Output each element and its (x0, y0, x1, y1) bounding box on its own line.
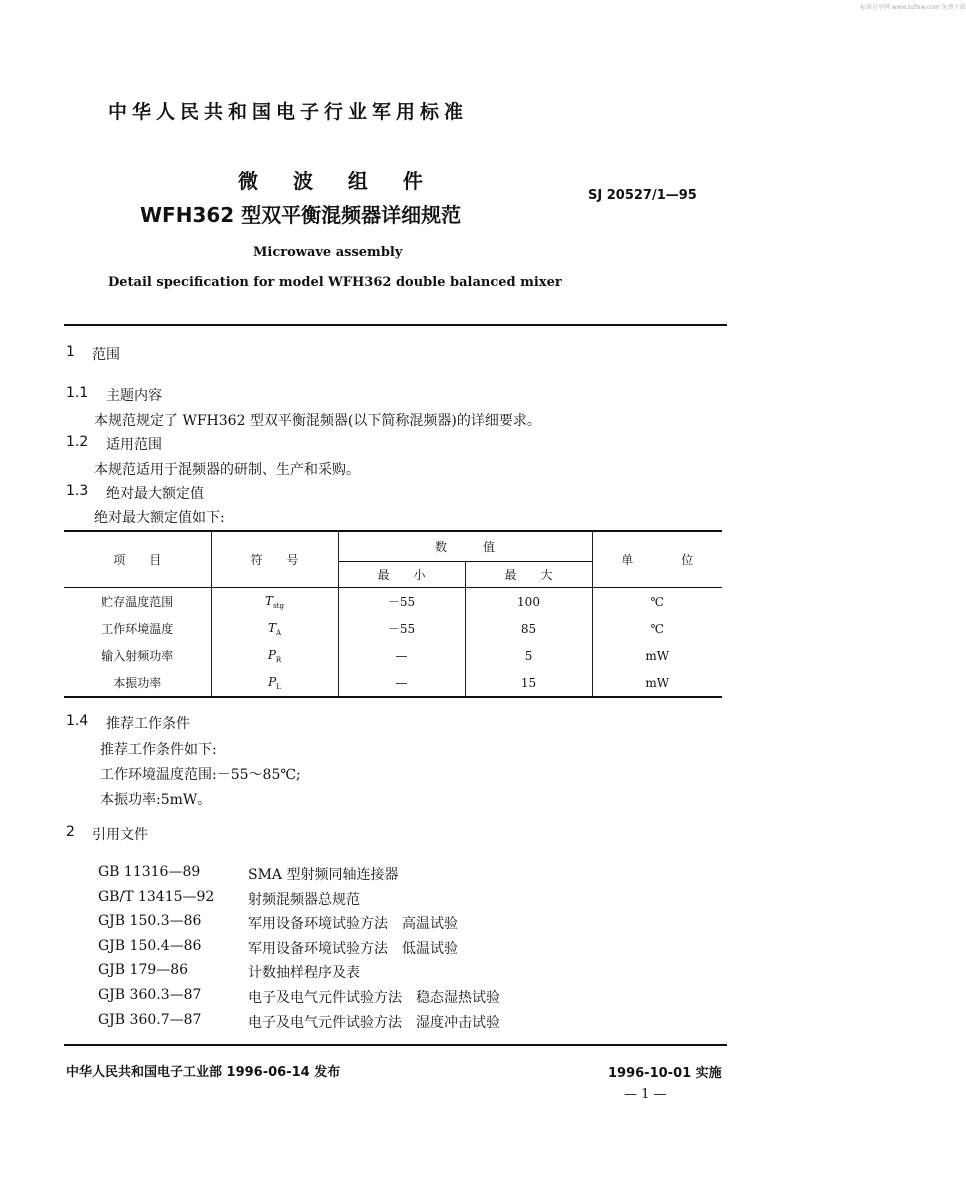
effective-date: 1996-10-01 实施 (608, 1066, 722, 1081)
section-1-4-line: 本振功率:5mW。 (100, 792, 212, 808)
section-1-4-title: 推荐工作条件 (106, 716, 190, 732)
watermark: 标准分享网 www.bzfxw.com 免费下载 (860, 4, 966, 11)
table-row (64, 669, 722, 697)
english-title-line2: Detail specification for model WFH362 double balanced mixer (108, 275, 562, 290)
symbol-letter: P (267, 647, 276, 662)
reference-code: GJB 360.3—87 (98, 987, 202, 1003)
section-1-1-number: 1.1 (66, 385, 89, 401)
reference-title: 军用设备环境试验方法 高温试验 (248, 916, 458, 932)
header-item: 项 目 (64, 531, 211, 588)
reference-code: GJB 179—86 (98, 962, 189, 978)
reference-title: 射频混频器总规范 (248, 892, 360, 908)
cell-max: 85 (465, 615, 592, 642)
reference-title: 军用设备环境试验方法 低温试验 (248, 941, 458, 957)
section-1-3-number: 1.3 (66, 483, 89, 499)
issue-date: 中华人民共和国电子工业部 1996-06-14 发布 (66, 1065, 341, 1080)
reference-code: GJB 360.7—87 (98, 1012, 202, 1028)
header-max: 最 大 (465, 562, 592, 588)
section-2-number: 2 (66, 824, 75, 840)
cell-item: 工作环境温度 (64, 615, 211, 642)
cell-symbol (211, 669, 338, 697)
section-1-2-title: 适用范围 (106, 437, 162, 453)
reference-code: GB 11316—89 (98, 864, 201, 880)
cell-symbol (211, 642, 338, 669)
cell-unit: ℃ (650, 621, 664, 636)
reference-title: 电子及电气元件试验方法 湿度冲击试验 (248, 1015, 500, 1031)
section-1-2-text: 本规范适用于混频器的研制、生产和采购。 (94, 462, 360, 478)
section-1-1-title: 主题内容 (106, 388, 162, 404)
reference-code: GJB 150.4—86 (98, 938, 202, 954)
section-1-title: 范围 (92, 347, 120, 363)
section-2-title: 引用文件 (92, 827, 148, 843)
industry-standard-title: 中华人民共和国电子行业军用标准 (108, 101, 469, 123)
symbol-letter: T (265, 593, 274, 608)
reference-title: 电子及电气元件试验方法 稳态湿热试验 (248, 990, 500, 1006)
absolute-maximum-ratings-table (64, 530, 722, 698)
cell-min: －55 (338, 615, 465, 642)
table-row (64, 642, 722, 669)
cell-min: －55 (338, 588, 465, 616)
symbol-letter: P (268, 674, 277, 689)
cell-item: 贮存温度范围 (64, 588, 211, 616)
english-title-line1: Microwave assembly (253, 245, 403, 260)
reference-code: GB/T 13415—92 (98, 889, 215, 905)
symbol-subscript: A (275, 628, 282, 637)
cell-min: — (338, 642, 465, 669)
section-1-4-number: 1.4 (66, 713, 89, 729)
reference-title: SMA 型射频同轴连接器 (248, 867, 399, 883)
cell-max: 100 (465, 588, 592, 616)
reference-code: GJB 150.3—86 (98, 913, 202, 929)
section-1-number: 1 (66, 344, 75, 360)
footer-divider (64, 1044, 727, 1046)
section-1-1-text: 本规范规定了 WFH362 型双平衡混频器(以下简称混频器)的详细要求。 (94, 413, 541, 429)
cell-item: 输入射频功率 (64, 642, 211, 669)
cell-unit: mW (645, 648, 670, 663)
cell-max: 15 (465, 669, 592, 697)
section-1-3-text: 绝对最大额定值如下: (94, 510, 225, 526)
symbol-subscript: R (275, 655, 282, 664)
cell-unit: ℃ (650, 594, 664, 609)
section-1-2-number: 1.2 (66, 434, 89, 450)
table-row (64, 615, 722, 642)
standard-number: SJ 20527/1—95 (588, 188, 697, 203)
cell-item: 本振功率 (64, 669, 211, 697)
table-row (64, 588, 722, 616)
reference-title: 计数抽样程序及表 (248, 965, 360, 981)
document-title-line1: 微 波 组 件 (238, 169, 437, 193)
document-title-line2: WFH362 型双平衡混频器详细规范 (140, 203, 462, 227)
section-1-3-title: 绝对最大额定值 (106, 486, 204, 502)
header-divider (64, 324, 727, 326)
cell-symbol (211, 615, 338, 642)
cell-max: 5 (465, 642, 592, 669)
header-value: 数 值 (338, 531, 592, 562)
header-symbol: 符 号 (211, 531, 338, 588)
cell-unit: mW (645, 675, 670, 690)
header-min: 最 小 (338, 562, 465, 588)
cell-symbol (211, 588, 338, 616)
symbol-subscript: stg (273, 601, 284, 610)
cell-min: — (338, 669, 465, 697)
section-1-4-line: 工作环境温度范围:－55～85℃; (100, 767, 301, 783)
symbol-subscript: L (276, 682, 281, 691)
section-1-4-line: 推荐工作条件如下: (100, 742, 217, 758)
header-unit: 单 位 (621, 553, 694, 567)
page-number: — 1 — (624, 1087, 667, 1102)
symbol-letter: T (267, 620, 276, 635)
